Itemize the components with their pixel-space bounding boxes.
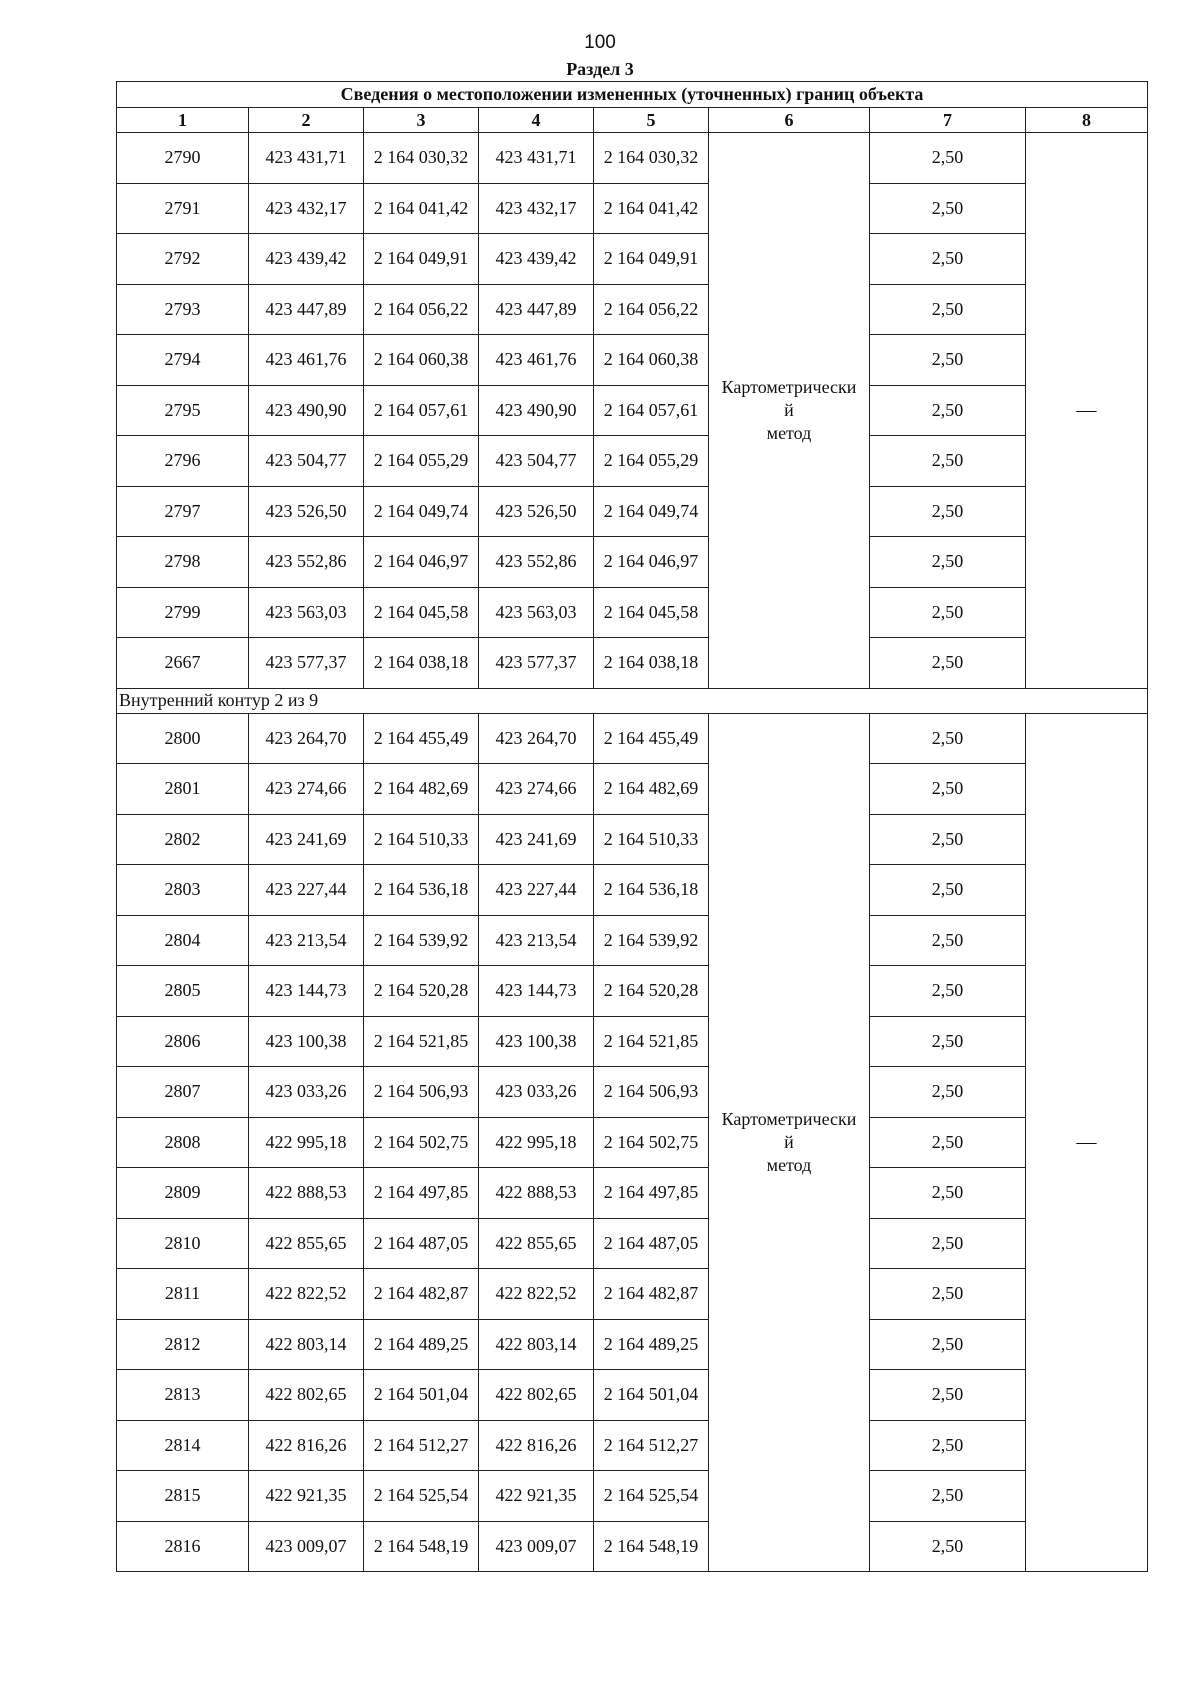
table-row [117,1471,1148,1522]
x-coordinate-refined: 423 009,07 [479,1521,594,1572]
y-coordinate-existing: 2 164 520,28 [364,966,479,1017]
x-coordinate-refined: 422 855,65 [479,1218,594,1269]
precision-value: 2,50 [870,385,1026,436]
point-number: 2815 [117,1471,249,1522]
x-coordinate-existing: 422 855,65 [249,1218,364,1269]
determination-method [709,713,870,1572]
table-row [117,1218,1148,1269]
x-coordinate-existing: 423 009,07 [249,1521,364,1572]
x-coordinate-refined: 422 995,18 [479,1117,594,1168]
point-number: 2802 [117,814,249,865]
x-coordinate-refined: 422 802,65 [479,1370,594,1421]
y-coordinate-refined: 2 164 525,54 [594,1471,709,1522]
y-coordinate-existing: 2 164 497,85 [364,1168,479,1219]
x-coordinate-refined: 423 033,26 [479,1067,594,1118]
y-coordinate-existing: 2 164 502,75 [364,1117,479,1168]
x-coordinate-refined: 423 526,50 [479,486,594,537]
method-text-line: й [784,399,794,420]
method-text-line: Картометрически [721,376,857,397]
method-text-line: й [784,1131,794,1152]
column-number: 5 [594,108,709,133]
table-row [117,1269,1148,1320]
x-coordinate-existing: 423 563,03 [249,587,364,638]
x-coordinate-refined: 423 447,89 [479,284,594,335]
x-coordinate-refined: 423 563,03 [479,587,594,638]
table-row [117,966,1148,1017]
y-coordinate-refined: 2 164 045,58 [594,587,709,638]
precision-value: 2,50 [870,1319,1026,1370]
y-coordinate-existing: 2 164 536,18 [364,865,479,916]
x-coordinate-existing: 423 461,76 [249,335,364,386]
point-number: 2810 [117,1218,249,1269]
column-8-value: — [1026,133,1148,689]
y-coordinate-existing: 2 164 482,69 [364,764,479,815]
point-number: 2790 [117,133,249,184]
precision-value: 2,50 [870,234,1026,285]
table-row [117,1016,1148,1067]
boundary-coordinates-table [116,81,1148,1572]
y-coordinate-existing: 2 164 521,85 [364,1016,479,1067]
column-number: 4 [479,108,594,133]
y-coordinate-refined: 2 164 046,97 [594,537,709,588]
column-number: 8 [1026,108,1148,133]
y-coordinate-existing: 2 164 045,58 [364,587,479,638]
point-number: 2812 [117,1319,249,1370]
y-coordinate-existing: 2 164 049,91 [364,234,479,285]
precision-value: 2,50 [870,1218,1026,1269]
precision-value: 2,50 [870,713,1026,764]
x-coordinate-refined: 422 816,26 [479,1420,594,1471]
y-coordinate-refined: 2 164 030,32 [594,133,709,184]
point-number: 2667 [117,638,249,689]
point-number: 2800 [117,713,249,764]
x-coordinate-refined: 423 577,37 [479,638,594,689]
x-coordinate-refined: 423 213,54 [479,915,594,966]
table-row [117,1319,1148,1370]
y-coordinate-existing: 2 164 455,49 [364,713,479,764]
section-title: Раздел 3 [566,59,634,79]
y-coordinate-existing: 2 164 510,33 [364,814,479,865]
table-row [117,133,1148,184]
y-coordinate-existing: 2 164 512,27 [364,1420,479,1471]
x-coordinate-refined: 422 822,52 [479,1269,594,1320]
point-number: 2792 [117,234,249,285]
y-coordinate-existing: 2 164 482,87 [364,1269,479,1320]
y-coordinate-existing: 2 164 049,74 [364,486,479,537]
y-coordinate-existing: 2 164 038,18 [364,638,479,689]
y-coordinate-existing: 2 164 501,04 [364,1370,479,1421]
x-coordinate-existing: 423 431,71 [249,133,364,184]
y-coordinate-existing: 2 164 489,25 [364,1319,479,1370]
precision-value: 2,50 [870,1521,1026,1572]
y-coordinate-refined: 2 164 049,91 [594,234,709,285]
x-coordinate-refined: 423 552,86 [479,537,594,588]
y-coordinate-refined: 2 164 038,18 [594,638,709,689]
y-coordinate-refined: 2 164 489,25 [594,1319,709,1370]
precision-value: 2,50 [870,638,1026,689]
table-caption-row [117,82,1148,108]
precision-value: 2,50 [870,1168,1026,1219]
precision-value: 2,50 [870,865,1026,916]
x-coordinate-existing: 423 552,86 [249,537,364,588]
column-8-value: — [1026,713,1148,1572]
precision-value: 2,50 [870,1420,1026,1471]
y-coordinate-refined: 2 164 455,49 [594,713,709,764]
x-coordinate-refined: 423 439,42 [479,234,594,285]
table-row [117,1521,1148,1572]
point-number: 2813 [117,1370,249,1421]
x-coordinate-existing: 423 227,44 [249,865,364,916]
method-text-line: Картометрически [721,1108,857,1129]
y-coordinate-existing: 2 164 539,92 [364,915,479,966]
point-number: 2805 [117,966,249,1017]
contour-subheading-row [117,688,1148,713]
x-coordinate-existing: 422 816,26 [249,1420,364,1471]
precision-value: 2,50 [870,436,1026,487]
x-coordinate-existing: 422 822,52 [249,1269,364,1320]
y-coordinate-existing: 2 164 046,97 [364,537,479,588]
point-number: 2808 [117,1117,249,1168]
y-coordinate-refined: 2 164 055,29 [594,436,709,487]
y-coordinate-refined: 2 164 548,19 [594,1521,709,1572]
precision-value: 2,50 [870,486,1026,537]
precision-value: 2,50 [870,966,1026,1017]
x-coordinate-refined: 422 803,14 [479,1319,594,1370]
table-row [117,764,1148,815]
y-coordinate-refined: 2 164 502,75 [594,1117,709,1168]
y-coordinate-existing: 2 164 506,93 [364,1067,479,1118]
table-row [117,587,1148,638]
point-number: 2807 [117,1067,249,1118]
y-coordinate-refined: 2 164 049,74 [594,486,709,537]
y-coordinate-refined: 2 164 497,85 [594,1168,709,1219]
column-number: 3 [364,108,479,133]
y-coordinate-refined: 2 164 520,28 [594,966,709,1017]
table-row [117,385,1148,436]
column-number-row [117,108,1148,133]
precision-value: 2,50 [870,1117,1026,1168]
x-coordinate-refined: 423 431,71 [479,133,594,184]
point-number: 2801 [117,764,249,815]
method-text-line: метод [766,422,812,443]
table-row [117,865,1148,916]
table-row [117,1067,1148,1118]
page-number: 100 [584,32,616,53]
y-coordinate-refined: 2 164 056,22 [594,284,709,335]
table-row [117,436,1148,487]
y-coordinate-refined: 2 164 060,38 [594,335,709,386]
precision-value: 2,50 [870,1471,1026,1522]
x-coordinate-existing: 423 432,17 [249,183,364,234]
x-coordinate-refined: 423 227,44 [479,865,594,916]
precision-value: 2,50 [870,183,1026,234]
table-row [117,335,1148,386]
table-row [117,486,1148,537]
y-coordinate-existing: 2 164 057,61 [364,385,479,436]
x-coordinate-existing: 423 033,26 [249,1067,364,1118]
precision-value: 2,50 [870,133,1026,184]
x-coordinate-existing: 423 144,73 [249,966,364,1017]
table-row [117,234,1148,285]
x-coordinate-existing: 423 241,69 [249,814,364,865]
table-row [117,1420,1148,1471]
x-coordinate-refined: 423 274,66 [479,764,594,815]
y-coordinate-refined: 2 164 482,87 [594,1269,709,1320]
x-coordinate-refined: 422 888,53 [479,1168,594,1219]
point-number: 2814 [117,1420,249,1471]
x-coordinate-existing: 422 803,14 [249,1319,364,1370]
point-number: 2811 [117,1269,249,1320]
table-row [117,915,1148,966]
x-coordinate-existing: 423 447,89 [249,284,364,335]
x-coordinate-refined: 423 490,90 [479,385,594,436]
column-number: 1 [117,108,249,133]
y-coordinate-existing: 2 164 055,29 [364,436,479,487]
y-coordinate-existing: 2 164 030,32 [364,133,479,184]
y-coordinate-refined: 2 164 539,92 [594,915,709,966]
x-coordinate-refined: 423 461,76 [479,335,594,386]
y-coordinate-refined: 2 164 057,61 [594,385,709,436]
precision-value: 2,50 [870,1370,1026,1421]
y-coordinate-existing: 2 164 525,54 [364,1471,479,1522]
precision-value: 2,50 [870,587,1026,638]
x-coordinate-existing: 423 577,37 [249,638,364,689]
table-row [117,1117,1148,1168]
x-coordinate-existing: 423 213,54 [249,915,364,966]
point-number: 2797 [117,486,249,537]
point-number: 2794 [117,335,249,386]
y-coordinate-refined: 2 164 506,93 [594,1067,709,1118]
y-coordinate-refined: 2 164 501,04 [594,1370,709,1421]
point-number: 2816 [117,1521,249,1572]
y-coordinate-existing: 2 164 548,19 [364,1521,479,1572]
point-number: 2795 [117,385,249,436]
table-row [117,284,1148,335]
column-number: 2 [249,108,364,133]
x-coordinate-refined: 422 921,35 [479,1471,594,1522]
column-number: 6 [709,108,870,133]
precision-value: 2,50 [870,284,1026,335]
x-coordinate-refined: 423 241,69 [479,814,594,865]
y-coordinate-refined: 2 164 512,27 [594,1420,709,1471]
x-coordinate-refined: 423 100,38 [479,1016,594,1067]
point-number: 2804 [117,915,249,966]
x-coordinate-existing: 422 995,18 [249,1117,364,1168]
point-number: 2791 [117,183,249,234]
y-coordinate-existing: 2 164 060,38 [364,335,479,386]
precision-value: 2,50 [870,814,1026,865]
point-number: 2798 [117,537,249,588]
table-row [117,814,1148,865]
x-coordinate-existing: 423 439,42 [249,234,364,285]
precision-value: 2,50 [870,537,1026,588]
table-row [117,183,1148,234]
method-text-line: метод [766,1154,812,1175]
precision-value: 2,50 [870,764,1026,815]
table-row [117,638,1148,689]
point-number: 2799 [117,587,249,638]
x-coordinate-existing: 423 504,77 [249,436,364,487]
x-coordinate-refined: 423 432,17 [479,183,594,234]
x-coordinate-existing: 423 264,70 [249,713,364,764]
y-coordinate-refined: 2 164 487,05 [594,1218,709,1269]
x-coordinate-existing: 423 490,90 [249,385,364,436]
point-number: 2809 [117,1168,249,1219]
point-number: 2796 [117,436,249,487]
precision-value: 2,50 [870,915,1026,966]
point-number: 2803 [117,865,249,916]
y-coordinate-refined: 2 164 482,69 [594,764,709,815]
y-coordinate-refined: 2 164 510,33 [594,814,709,865]
table-row [117,537,1148,588]
y-coordinate-existing: 2 164 487,05 [364,1218,479,1269]
x-coordinate-existing: 422 888,53 [249,1168,364,1219]
y-coordinate-refined: 2 164 521,85 [594,1016,709,1067]
x-coordinate-refined: 423 264,70 [479,713,594,764]
y-coordinate-refined: 2 164 536,18 [594,865,709,916]
x-coordinate-refined: 423 504,77 [479,436,594,487]
x-coordinate-existing: 423 526,50 [249,486,364,537]
table-row [117,713,1148,764]
precision-value: 2,50 [870,1269,1026,1320]
y-coordinate-refined: 2 164 041,42 [594,183,709,234]
precision-value: 2,50 [870,335,1026,386]
precision-value: 2,50 [870,1016,1026,1067]
x-coordinate-refined: 423 144,73 [479,966,594,1017]
table-row [117,1168,1148,1219]
y-coordinate-existing: 2 164 056,22 [364,284,479,335]
table-row [117,1370,1148,1421]
x-coordinate-existing: 422 921,35 [249,1471,364,1522]
contour-subheading: Внутренний контур 2 из 9 [117,688,1148,713]
determination-method [709,133,870,689]
x-coordinate-existing: 423 100,38 [249,1016,364,1067]
precision-value: 2,50 [870,1067,1026,1118]
column-number: 7 [870,108,1026,133]
point-number: 2806 [117,1016,249,1067]
y-coordinate-existing: 2 164 041,42 [364,183,479,234]
table-caption: Сведения о местоположении измененных (уточненных) границ объекта [117,82,1148,108]
x-coordinate-existing: 422 802,65 [249,1370,364,1421]
x-coordinate-existing: 423 274,66 [249,764,364,815]
point-number: 2793 [117,284,249,335]
